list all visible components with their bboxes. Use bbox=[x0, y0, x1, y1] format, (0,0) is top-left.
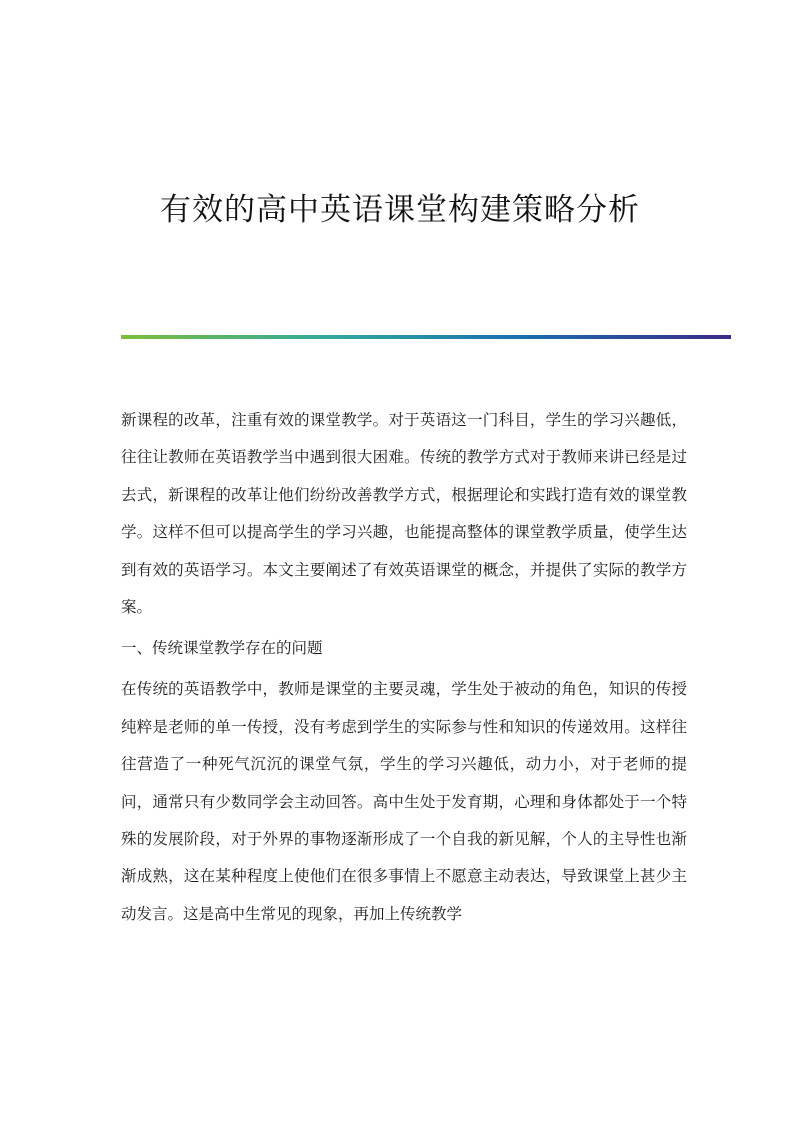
section-paragraph: 在传统的英语教学中，教师是课堂的主要灵魂，学生处于被动的角色，知识的传授纯粹是老师的单一传授，没有考虑到学生的实际参与性和知识的传递效用。这样往往营造了一种死气沉沉的课堂气氛，学生的学习兴趣低，动力小，对于老师的提问，通常只有少数同学会主动回答。高中生处于发育期，心理和身体都处于一个特殊的发展阶段，对于外界的事物逐渐形成了一个自我的新见解，个人的主导性也渐渐成熟，这在某种程度上使他们在很多事情上不愿意主动表达，导致课堂上甚少主动发言。这是高中生常见的现象，再加上传统教学 bbox=[121, 680, 687, 923]
title-divider bbox=[121, 335, 731, 339]
intro-paragraph: 新课程的改革，注重有效的课堂教学。对于英语这一门科目，学生的学习兴趣低，往往让教师在英语教学当中遇到很大困难。传统的教学方式对于教师来讲已经是过去式，新课程的改革让他们纷纷改善教学方式，根据理论和实践打造有效的课堂教学。这样不但可以提高学生的学习兴趣，也能提高整体的课堂教学质量，使学生达到有效的英语学习。本文主要阐述了有效英语课堂的概念，并提供了实际的教学方案。 bbox=[121, 411, 687, 617]
document-title: 有效的高中英语课堂构建策略分析 bbox=[160, 192, 640, 228]
document-body bbox=[121, 402, 687, 933]
section-heading: 一、传统课堂教学存在的问题 bbox=[121, 639, 323, 658]
